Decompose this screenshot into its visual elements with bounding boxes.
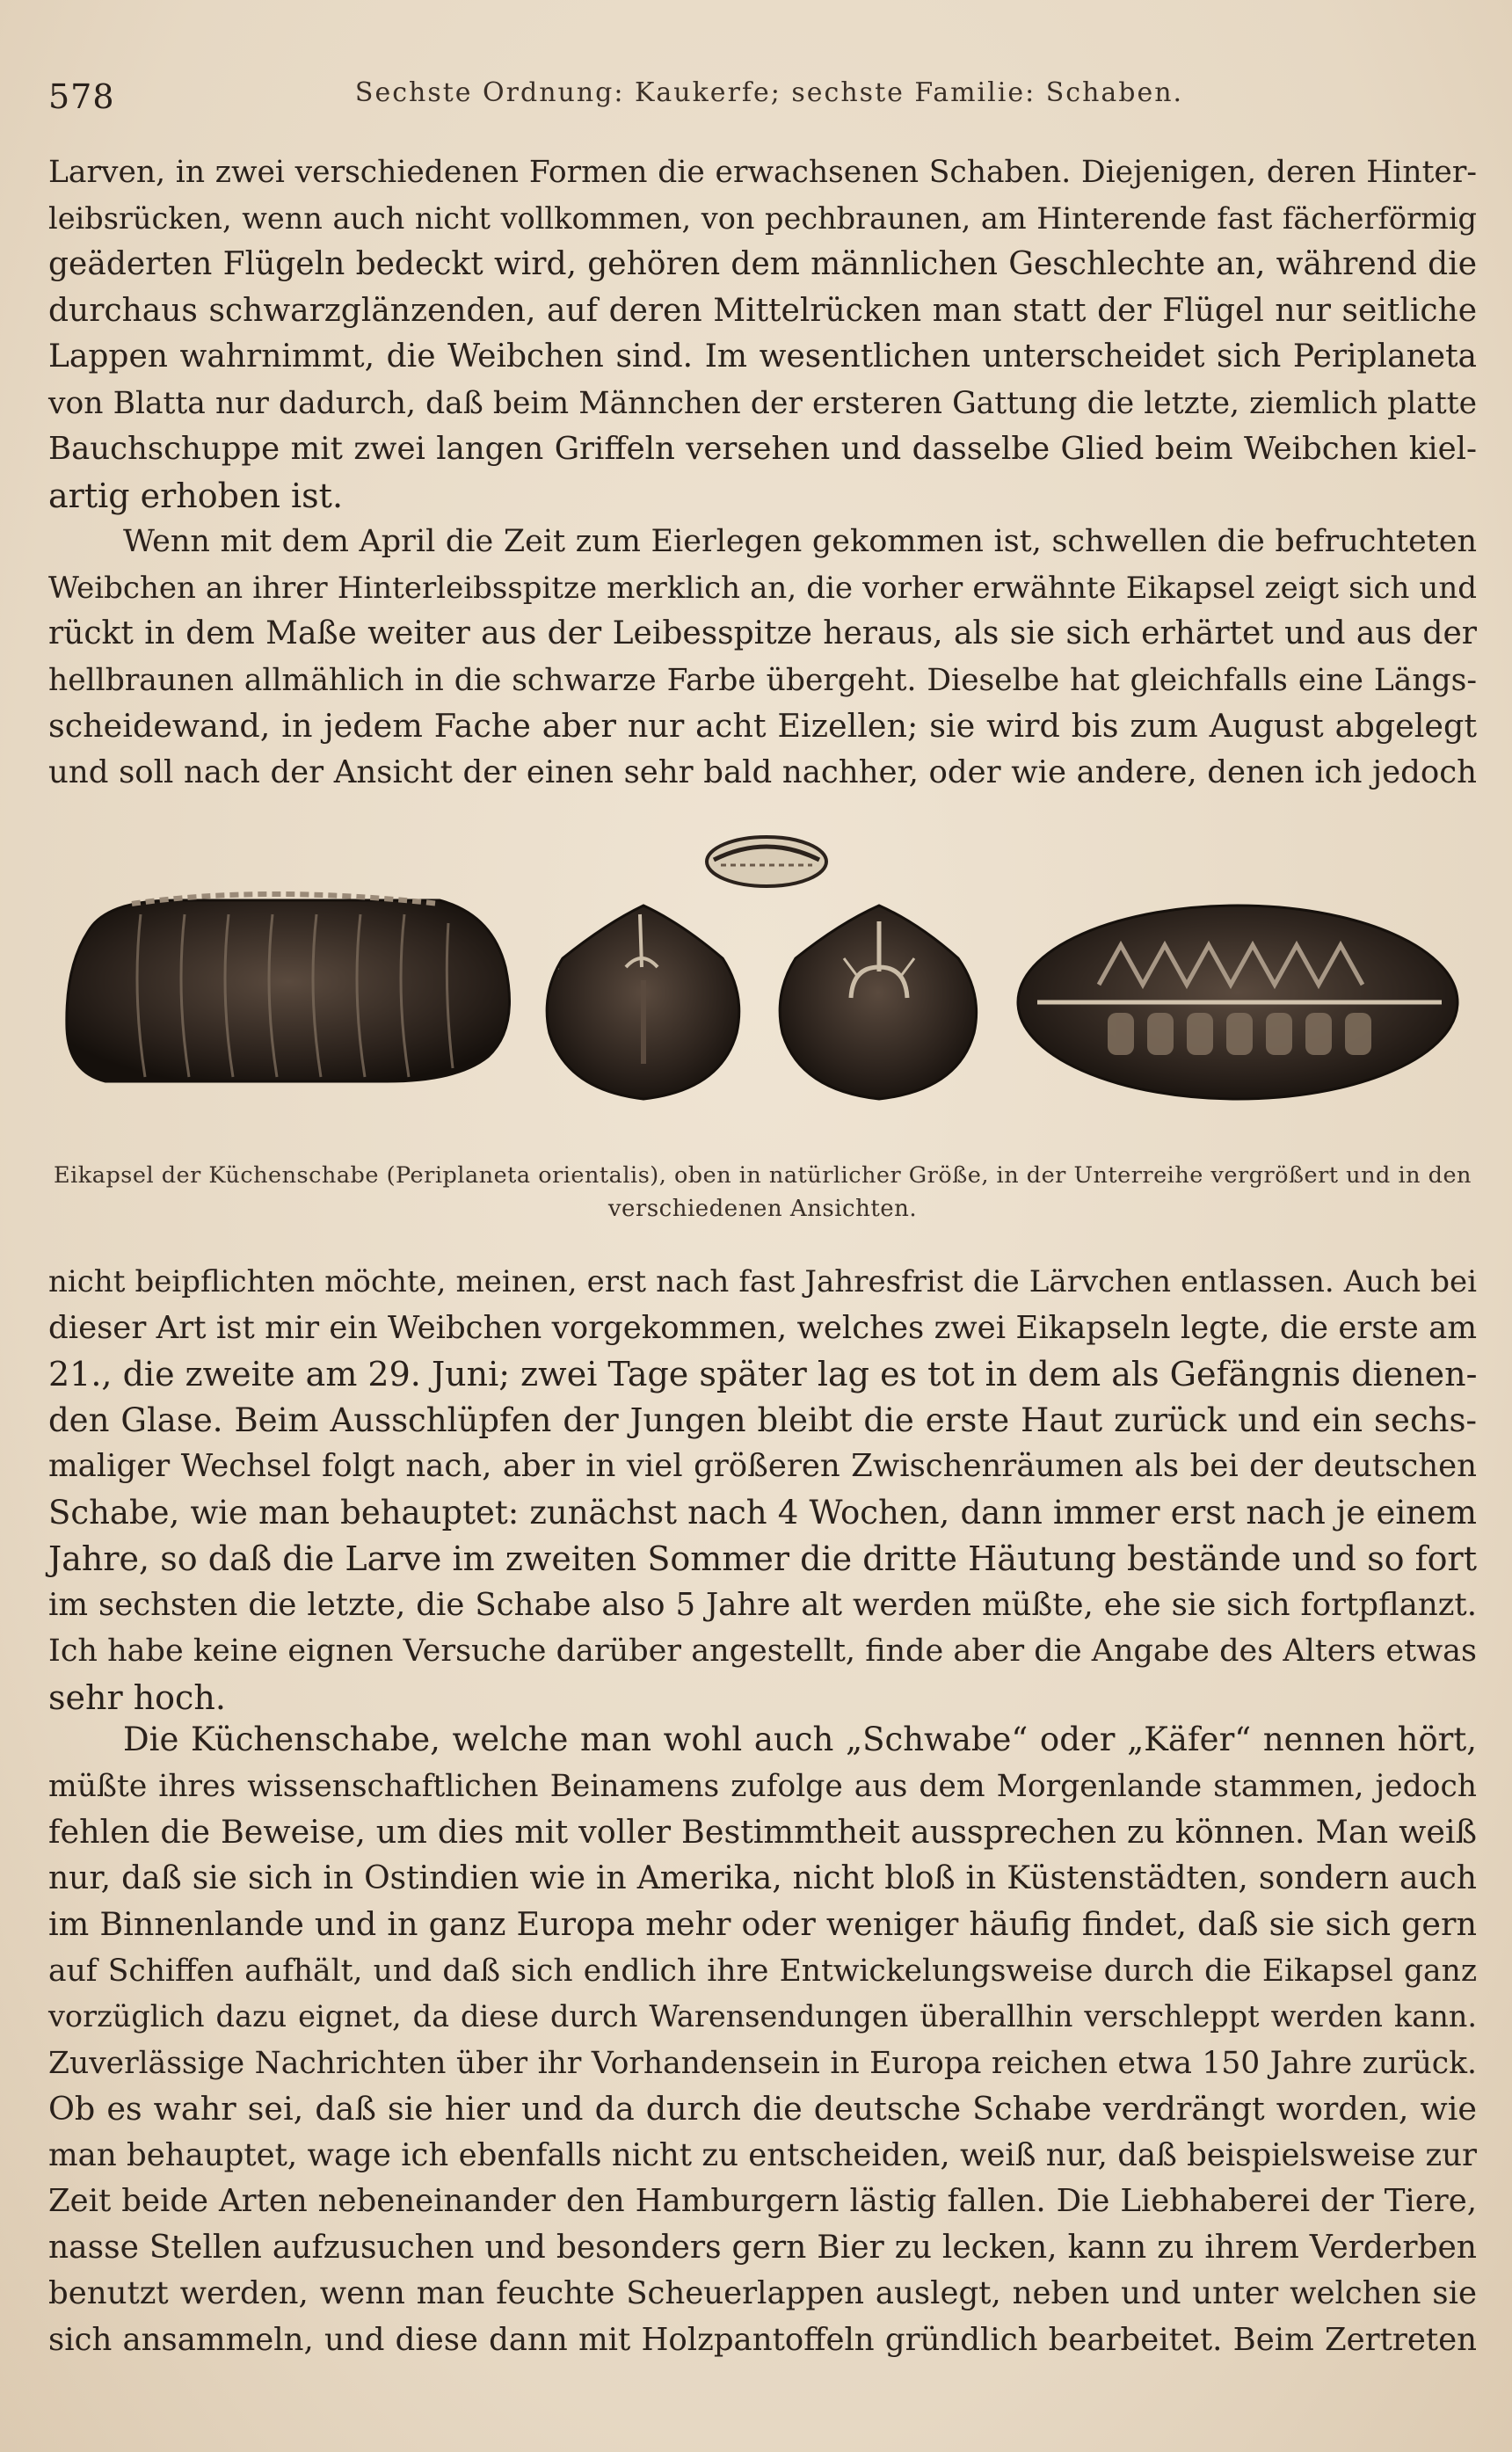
text-line: sehr hoch. <box>48 1677 226 1717</box>
text-line: den Glase. Beim Ausschlüpfen der Jungen bleibt die erste Haut zurück und ein sechs- <box>48 1401 1477 1439</box>
text-line: man behauptet, wage ich ebenfalls nicht zu entscheiden, weiß nur, daß beispielsweise zur <box>48 2136 1477 2173</box>
figure-caption <box>48 1159 1477 1226</box>
text-line: Die Küchenschabe, welche man wohl auch „Schwabe“ oder „Käfer“ nennen hört, <box>123 1721 1477 1758</box>
text-line: artig erhoben ist. <box>48 476 344 515</box>
text-line: Larven, in zwei verschiedenen Formen die erwachsenen Schaben. Diejenigen, deren Hinter- <box>48 155 1477 190</box>
text-line: Ich habe keine eignen Versuche darüber angestellt, finde aber die Angabe des Alters etwas <box>48 1633 1477 1669</box>
caption-line: Eikapsel der Küchenschabe (Periplaneta orientalis), oben in natürlicher Größe, in der Unterreihe vergrößert und in den <box>54 1162 1472 1189</box>
text-line: von Blatta nur dadurch, daß beim Männchen der ersteren Gattung die letzte, ziemlich platte <box>48 385 1477 421</box>
paragraph-3 <box>48 1259 1477 1721</box>
paragraph-2 <box>48 519 1477 796</box>
text-line: Schabe, wie man behauptet: zunächst nach 4 Wochen, dann immer erst nach je einem <box>48 1493 1477 1532</box>
egg-capsule-illustration <box>0 826 1512 1161</box>
capsule-natural-size <box>707 837 826 886</box>
text-line: Zuverlässige Nachrichten über ihr Vorhandensein in Europa reichen etwa 150 Jahre zurück. <box>48 2045 1477 2081</box>
capsule-end-view-1 <box>547 906 739 1099</box>
caption-line: verschiedenen Ansichten. <box>607 1196 918 1222</box>
text-line: im Binnenlande und in ganz Europa mehr oder weniger häufig findet, daß sie sich gern <box>48 1905 1477 1943</box>
text-line: im sechsten die letzte, die Schabe also 5 Jahre alt werden müßte, ehe sie sich fortpflanzt. <box>48 1586 1477 1623</box>
capsule-side-view <box>67 894 510 1081</box>
text-line: fehlen die Beweise, um dies mit voller Bestimmtheit aussprechen zu können. Man weiß <box>48 1813 1477 1851</box>
capsule-end-view-2 <box>780 906 976 1099</box>
text-line: leibsrücken, wenn auch nicht vollkommen, von pechbraunen, am Hinterende fast fächerförmig <box>48 200 1477 236</box>
text-line: Jahre, so daß die Larve im zweiten Sommer die dritte Häutung bestände und so fort <box>48 1539 1477 1578</box>
page-number: 578 <box>48 77 115 116</box>
text-line: hellbraunen allmählich in die schwarze Farbe übergeht. Dieselbe hat gleichfalls eine Längs- <box>48 662 1477 698</box>
text-line: scheidewand, in jedem Fache aber nur acht Eizellen; sie wird bis zum August abgelegt <box>48 707 1477 745</box>
text-line: geäderten Flügeln bedeckt wird, gehören dem männlichen Geschlechte an, während die <box>48 246 1477 282</box>
capsule-top-view <box>1018 906 1457 1099</box>
text-line: Bauchschuppe mit zwei langen Griffeln versehen und dasselbe Glied beim Weibchen kiel- <box>48 431 1477 467</box>
text-line: 21., die zweite am 29. Juni; zwei Tage später lag es tot in dem als Gefängnis dienen- <box>48 1355 1478 1393</box>
text-line: auf Schiffen aufhält, und daß sich endlich ihre Entwickelungsweise durch die Eikapsel ganz <box>48 1953 1477 1989</box>
text-line: Ob es wahr sei, daß sie hier und da durch die deutsche Schabe verdrängt worden, wie <box>48 2090 1477 2128</box>
text-line: und soll nach der Ansicht der einen sehr bald nachher, oder wie andere, denen ich jedoch <box>48 753 1477 790</box>
text-line: benutzt werden, wenn man feuchte Scheuerlappen auslegt, neben und unter welchen sie <box>48 2275 1477 2311</box>
text-line: vorzüglich dazu eignet, da diese durch Warensendungen überallhin verschleppt werden kann. <box>48 1999 1477 2034</box>
paragraph-4 <box>48 1717 1477 2363</box>
text-line: Wenn mit dem April die Zeit zum Eierlegen gekommen ist, schwellen die befruchteten <box>123 524 1477 559</box>
text-line: Weibchen an ihrer Hinterleibsspitze merklich an, die vorher erwähnte Eikapsel zeigt sich und <box>48 570 1477 606</box>
text-line: nicht beipflichten möchte, meinen, erst nach fast Jahresfrist die Lärvchen entlassen. Auch bei <box>48 1264 1477 1299</box>
text-line: nur, daß sie sich in Ostindien wie in Amerika, nicht bloß in Küstenstädten, sondern auch <box>48 1859 1477 1896</box>
text-line: maliger Wechsel folgt nach, aber in viel größeren Zwischenräumen als bei der deutschen <box>48 1448 1477 1484</box>
text-line: Lappen wahrnimmt, die Weibchen sind. Im wesentlichen unterscheidet sich Periplaneta <box>48 338 1477 375</box>
paragraph-1 <box>48 149 1477 519</box>
text-line: durchaus schwarzglänzenden, auf deren Mittelrücken man statt der Flügel nur seitliche <box>48 292 1477 329</box>
text-line: müßte ihres wissenschaftlichen Beinamens zufolge aus dem Morgenlande stammen, jedoch <box>48 1768 1477 1804</box>
text-line: sich ansammeln, und diese dann mit Holzpantoffeln gründlich bearbeitet. Beim Zertreten <box>48 2321 1477 2358</box>
text-line: dieser Art ist mir ein Weibchen vorgekommen, welches zwei Eikapseln legte, die erste am <box>48 1309 1477 1346</box>
text-line: nasse Stellen aufzusuchen und besonders gern Bier zu lecken, kann zu ihrem Verderben <box>48 2229 1477 2266</box>
text-line: Zeit beide Arten nebeneinander den Hamburgern lästig fallen. Die Liebhaberei der Tiere, <box>48 2183 1477 2219</box>
text-line: rückt in dem Maße weiter aus der Leibesspitze heraus, als sie sich erhärtet und aus der <box>48 615 1477 651</box>
running-head: Sechste Ordnung: Kaukerfe; sechste Familie: Schaben. <box>354 77 1184 108</box>
